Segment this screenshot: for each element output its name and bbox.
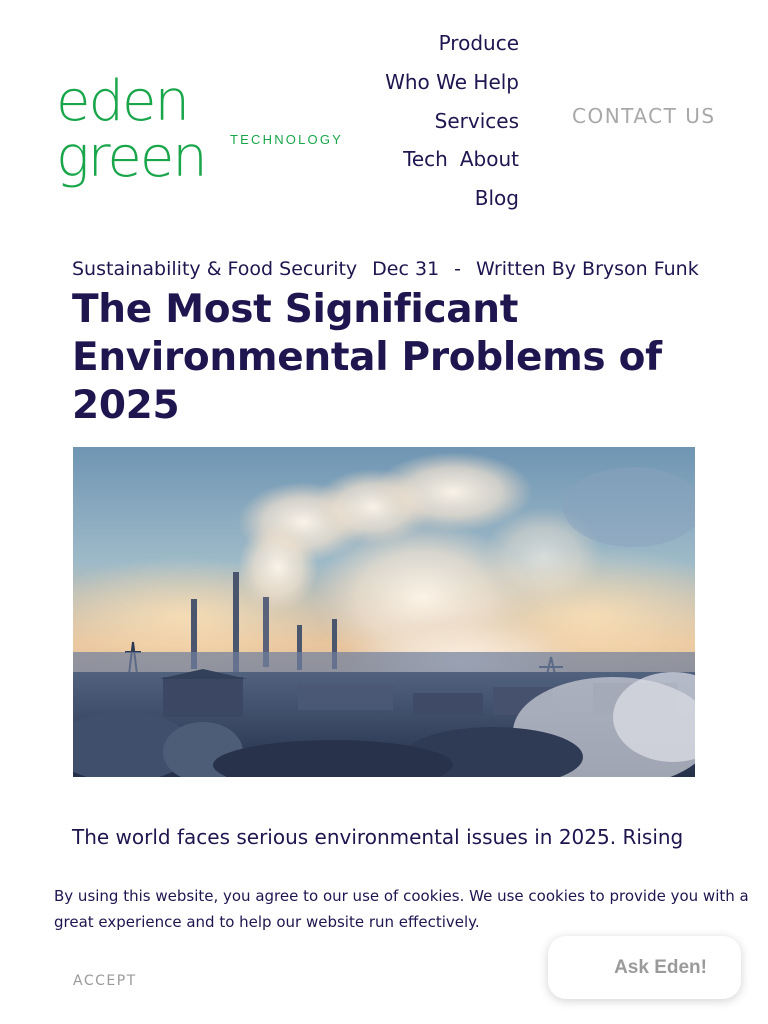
meta-separator: - <box>454 258 462 280</box>
cookie-text: By using this website, you agree to our use of cookies. We use cookies to provide you with a great experience and to help our website run effectively. <box>54 887 749 931</box>
nav-who-we-help[interactable]: Who We Help <box>385 70 519 95</box>
article-author: Written By Bryson Funk <box>476 258 699 280</box>
ask-eden-chat-button[interactable] <box>548 936 741 999</box>
article-date: Dec 31 <box>372 258 440 280</box>
nav-about[interactable]: About <box>459 147 519 172</box>
nav-blog[interactable]: Blog <box>474 186 519 211</box>
brand-logo[interactable] <box>56 69 348 190</box>
brand-tagline: TECHNOLOGY <box>230 132 344 147</box>
nav-produce[interactable]: Produce <box>438 31 519 56</box>
contact-us-link[interactable]: CONTACT US <box>572 104 716 128</box>
article-body: The world faces serious environmental issues in 2025. Rising <box>72 825 684 849</box>
main-nav <box>385 24 519 217</box>
article-meta <box>72 258 699 280</box>
ask-eden-label: Ask Eden! <box>614 956 707 978</box>
nav-tech[interactable]: Tech <box>403 147 448 172</box>
nav-services[interactable]: Services <box>434 108 519 133</box>
article-category[interactable]: Sustainability & Food Security <box>72 258 358 280</box>
hero-image <box>73 447 695 777</box>
brand-name: eden green <box>56 69 206 190</box>
accept-cookies-button[interactable]: ACCEPT <box>73 973 137 989</box>
article-title: The Most Significant Environmental Problems of 2025 <box>72 287 662 428</box>
